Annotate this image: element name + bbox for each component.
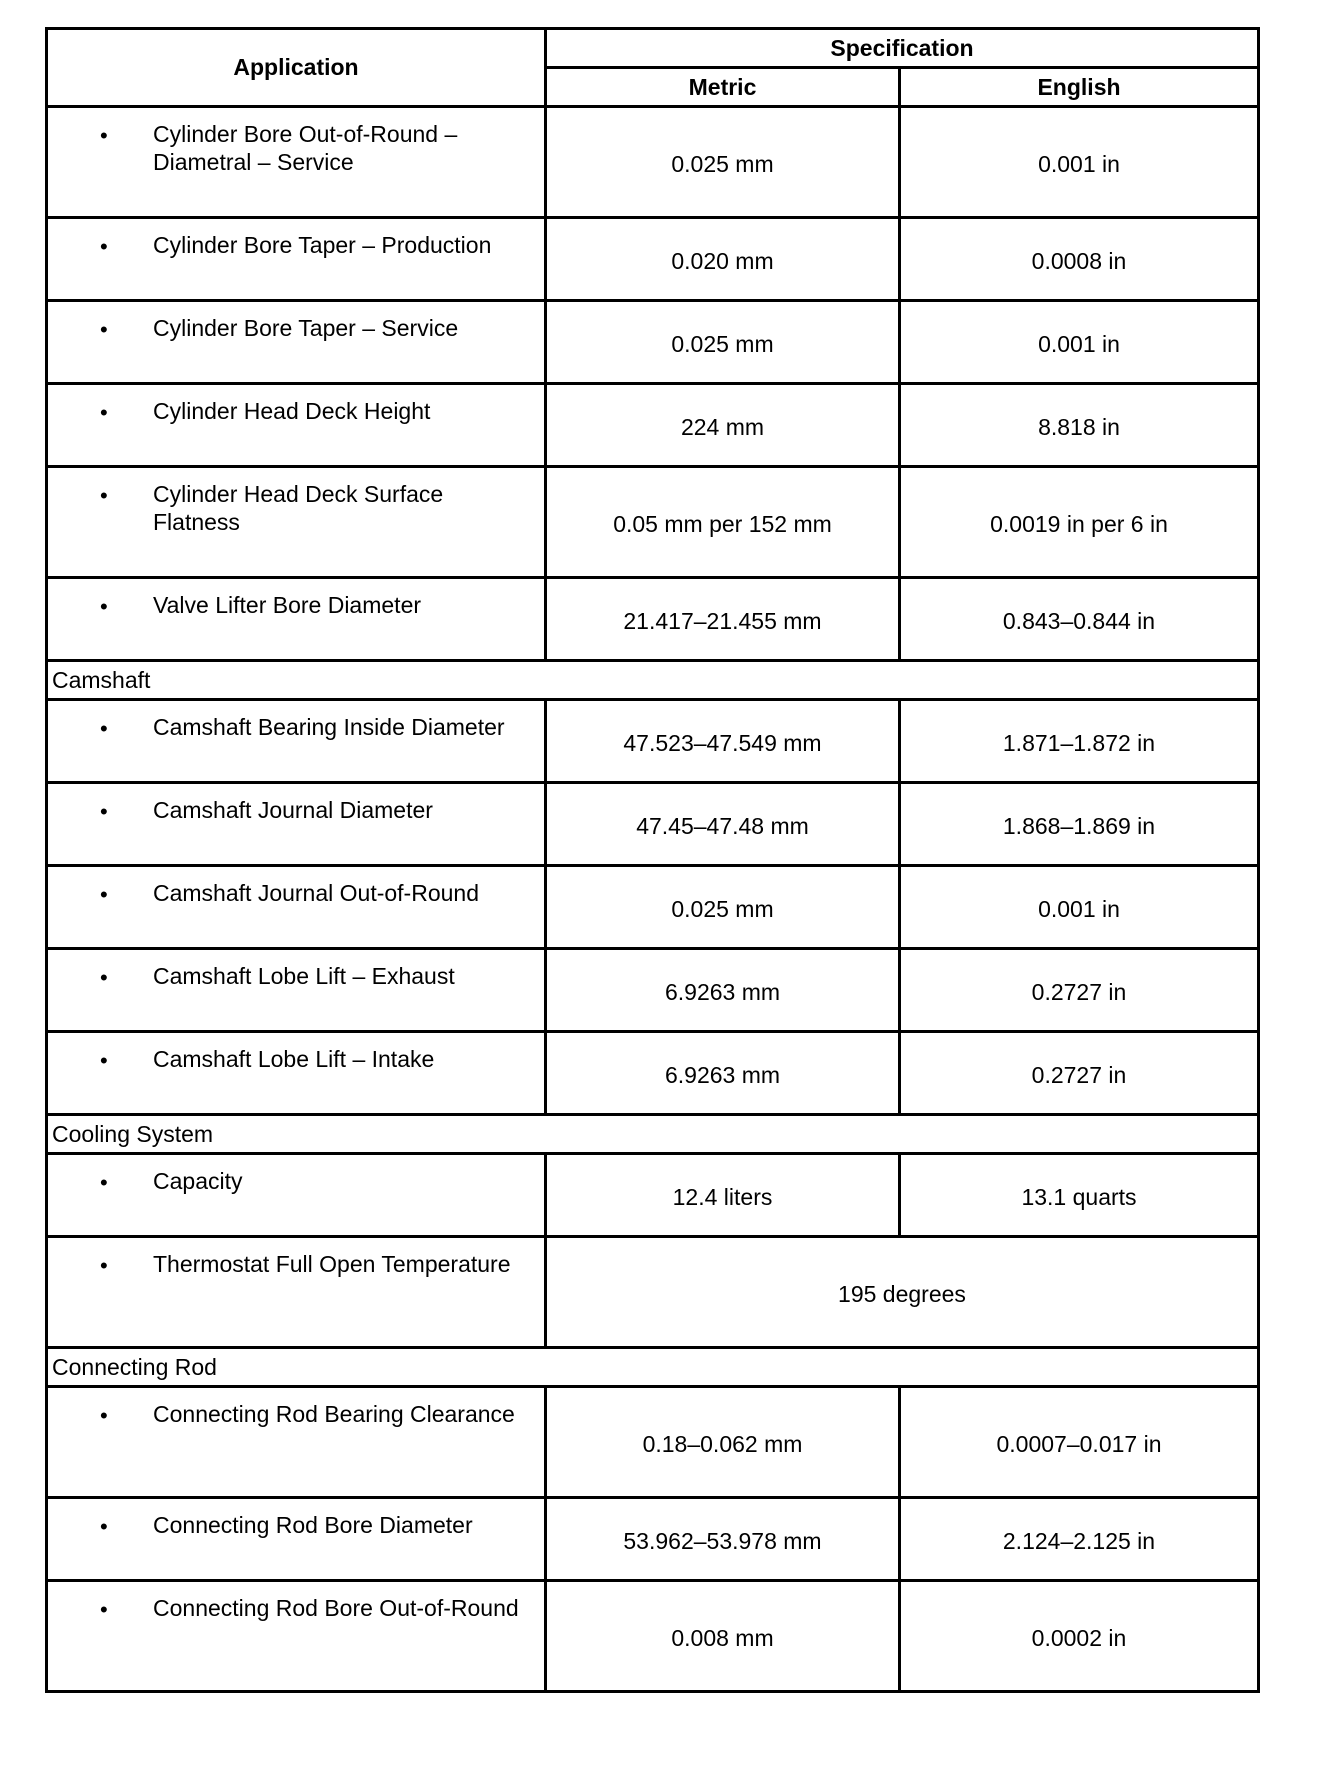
- metric-value: 0.025 mm: [671, 150, 774, 177]
- english-value: 0.2727 in: [1031, 1061, 1127, 1088]
- table-header: [47, 29, 1259, 107]
- metric-cell: [546, 1387, 900, 1498]
- application-cell: [47, 783, 546, 866]
- english-cell: [900, 218, 1259, 301]
- metric-value: 0.020 mm: [671, 247, 774, 274]
- header-application: Application: [47, 29, 546, 107]
- table-row: [47, 783, 1259, 866]
- metric-value: 6.9263 mm: [664, 978, 781, 1005]
- metric-cell: [546, 1032, 900, 1115]
- bullet-icon: •: [100, 1170, 108, 1195]
- english-value: 0.0007–0.017 in: [996, 1430, 1162, 1457]
- metric-cell: [546, 700, 900, 783]
- english-value: 2.124–2.125 in: [1002, 1527, 1156, 1554]
- english-cell: [900, 467, 1259, 578]
- english-cell: [900, 783, 1259, 866]
- application-text: Connecting Rod Bore Diameter: [153, 1512, 473, 1538]
- application-cell: [47, 1237, 546, 1348]
- metric-cell: [546, 218, 900, 301]
- bullet-icon: •: [100, 965, 108, 990]
- application-text: Cylinder Bore Taper – Service: [153, 315, 459, 341]
- bullet-icon: •: [100, 594, 108, 619]
- metric-value: 21.417–21.455 mm: [623, 607, 822, 634]
- application-text: Camshaft Journal Diameter: [153, 797, 433, 823]
- table-row: [47, 1387, 1259, 1498]
- english-cell: [900, 578, 1259, 661]
- bullet-icon: •: [100, 1514, 108, 1539]
- english-value: 0.843–0.844 in: [1002, 607, 1156, 634]
- application-cell: [47, 384, 546, 467]
- english-value: 0.001 in: [1038, 330, 1120, 357]
- application-cell: [47, 301, 546, 384]
- english-value: 0.001 in: [1038, 895, 1120, 922]
- metric-value: 0.05 mm per 152 mm: [613, 510, 832, 537]
- bullet-icon: •: [100, 234, 108, 259]
- specification-table: [45, 27, 1260, 1693]
- metric-cell: [546, 1498, 900, 1581]
- application-text: Camshaft Journal Out-of-Round: [153, 880, 479, 906]
- english-cell: [900, 107, 1259, 218]
- table-row: [47, 107, 1259, 218]
- table-body: [47, 107, 1259, 1692]
- english-cell: [900, 1032, 1259, 1115]
- english-cell: [900, 384, 1259, 467]
- english-value: 0.0008 in: [1031, 247, 1127, 274]
- application-text: Connecting Rod Bore Out-of-Round: [153, 1595, 519, 1621]
- metric-value: 224 mm: [680, 413, 765, 440]
- english-value: 0.0019 in per 6 in: [990, 510, 1168, 537]
- bullet-icon: •: [100, 1403, 108, 1428]
- metric-value: 47.523–47.549 mm: [623, 729, 822, 756]
- english-value: 1.868–1.869 in: [1002, 812, 1156, 839]
- table-row: [47, 1581, 1259, 1692]
- metric-cell: [546, 384, 900, 467]
- application-cell: [47, 1581, 546, 1692]
- application-cell: [47, 866, 546, 949]
- english-cell: [900, 1581, 1259, 1692]
- metric-cell: [546, 467, 900, 578]
- application-cell: [47, 1498, 546, 1581]
- table-row: [47, 467, 1259, 578]
- metric-cell: [546, 783, 900, 866]
- application-cell: [47, 1032, 546, 1115]
- english-value: 0.001 in: [1038, 150, 1120, 177]
- application-cell: [47, 467, 546, 578]
- application-cell: [47, 1154, 546, 1237]
- table-row: [47, 1032, 1259, 1115]
- section-label: Camshaft: [47, 661, 1259, 700]
- metric-value: 53.962–53.978 mm: [623, 1527, 822, 1554]
- metric-cell: [546, 1581, 900, 1692]
- metric-value: 12.4 liters: [672, 1183, 773, 1210]
- bullet-icon: •: [100, 882, 108, 907]
- section-label: Cooling System: [47, 1115, 1259, 1154]
- english-cell: [900, 1387, 1259, 1498]
- english-value: 0.0002 in: [1031, 1624, 1127, 1651]
- application-cell: [47, 1387, 546, 1498]
- bullet-icon: •: [100, 799, 108, 824]
- english-cell: [900, 949, 1259, 1032]
- application-text: Thermostat Full Open Temperature: [153, 1251, 511, 1277]
- merged-value: 195 degrees: [838, 1280, 966, 1307]
- metric-value: 0.025 mm: [671, 330, 774, 357]
- english-cell: [900, 1154, 1259, 1237]
- application-cell: [47, 218, 546, 301]
- section-label: Connecting Rod: [47, 1348, 1259, 1387]
- table-row: [47, 866, 1259, 949]
- application-text: Cylinder Head Deck Height: [153, 398, 431, 424]
- metric-value: 47.45–47.48 mm: [636, 812, 809, 839]
- english-value: 13.1 quarts: [1021, 1183, 1137, 1210]
- table-row: [47, 578, 1259, 661]
- english-value: 0.2727 in: [1031, 978, 1127, 1005]
- application-text: Cylinder Bore Taper – Production: [153, 232, 492, 258]
- section-row: [47, 1115, 1259, 1154]
- application-text: Valve Lifter Bore Diameter: [153, 592, 422, 618]
- metric-cell: [546, 107, 900, 218]
- metric-value: 0.18–0.062 mm: [642, 1430, 803, 1457]
- application-text: Cylinder Bore Out-of-Round – Diametral – Service: [153, 121, 458, 175]
- application-cell: [47, 578, 546, 661]
- table-row: [47, 1237, 1259, 1348]
- table-row: [47, 384, 1259, 467]
- application-text: Camshaft Lobe Lift – Intake: [153, 1046, 435, 1072]
- bullet-icon: •: [100, 400, 108, 425]
- metric-cell: [546, 1154, 900, 1237]
- table-row: [47, 301, 1259, 384]
- application-text: Camshaft Lobe Lift – Exhaust: [153, 963, 455, 989]
- english-value: 8.818 in: [1038, 413, 1120, 440]
- metric-value: 6.9263 mm: [664, 1061, 781, 1088]
- table-row: [47, 700, 1259, 783]
- table-row: [47, 218, 1259, 301]
- bullet-icon: •: [100, 716, 108, 741]
- bullet-icon: •: [100, 317, 108, 342]
- metric-cell: [546, 578, 900, 661]
- metric-value: 0.025 mm: [671, 895, 774, 922]
- english-cell: [900, 1498, 1259, 1581]
- metric-cell: [546, 301, 900, 384]
- english-cell: [900, 301, 1259, 384]
- header-metric: Metric: [546, 68, 900, 107]
- metric-value: 0.008 mm: [671, 1624, 774, 1651]
- metric-cell: [546, 949, 900, 1032]
- english-cell: [900, 866, 1259, 949]
- bullet-icon: •: [100, 1597, 108, 1622]
- merged-value-cell: [546, 1237, 1259, 1348]
- application-cell: [47, 949, 546, 1032]
- section-row: [47, 1348, 1259, 1387]
- header-specification: Specification: [546, 29, 1259, 68]
- english-value: 1.871–1.872 in: [1002, 729, 1156, 756]
- bullet-icon: •: [100, 483, 108, 508]
- bullet-icon: •: [100, 123, 108, 148]
- english-cell: [900, 700, 1259, 783]
- header-english: English: [900, 68, 1259, 107]
- bullet-icon: •: [100, 1048, 108, 1073]
- application-text: Capacity: [153, 1168, 243, 1194]
- application-text: Cylinder Head Deck Surface Flatness: [153, 481, 444, 535]
- section-row: [47, 661, 1259, 700]
- table-row: [47, 949, 1259, 1032]
- application-text: Camshaft Bearing Inside Diameter: [153, 714, 505, 740]
- table-row: [47, 1498, 1259, 1581]
- bullet-icon: •: [100, 1253, 108, 1278]
- metric-cell: [546, 866, 900, 949]
- application-text: Connecting Rod Bearing Clearance: [153, 1401, 515, 1427]
- application-cell: [47, 107, 546, 218]
- table-row: [47, 1154, 1259, 1237]
- application-cell: [47, 700, 546, 783]
